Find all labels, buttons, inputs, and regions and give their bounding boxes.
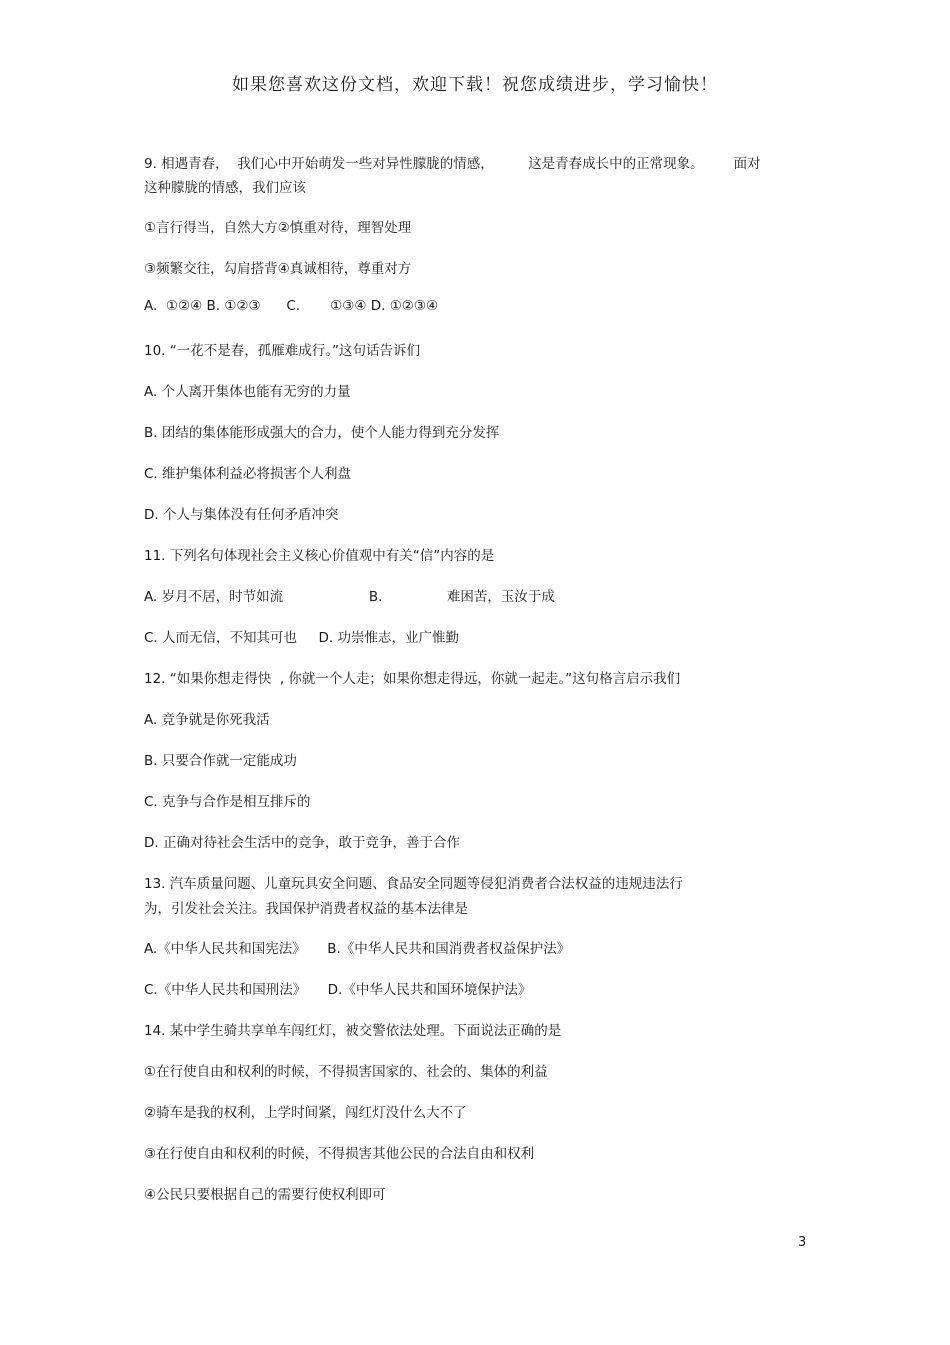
q10-option-d: D. 个人与集体没有任何矛盾冲突 — [144, 507, 339, 523]
page-header: 如果您喜欢这份文档，欢迎下载！祝您成绩进步，学习愉快！ — [232, 75, 718, 95]
q12-option-c: C. 克争与合作是相互排斥的 — [144, 794, 311, 810]
q14-stem: 14. 某中学生骑共享单车闯红灯，被交警依法处理。下面说法正确的是 — [144, 1023, 562, 1039]
q11-options-ab: A. 岁月不居，时节如流 B. 难困苦，玉汝于成 — [144, 589, 555, 605]
q12-option-a: A. 竞争就是你死我活 — [144, 712, 270, 728]
q13-options-cd: C.《中华人民共和国刑法》 D.《中华人民共和国环境保护法》 — [144, 982, 532, 998]
q9-stem-line2: 这种朦胧的情感，我们应该 — [144, 180, 306, 196]
q10-option-c: C. 维护集体利益必将损害个人利盘 — [144, 466, 352, 482]
q14-statement-2: ②骑车是我的权利，上学时间紧，闯红灯没什么大不了 — [144, 1105, 467, 1121]
q11-options-cd: C. 人而无信，不知其可也 D. 功崇惟志，业广惟勤 — [144, 630, 459, 646]
q12-option-b: B. 只要合作就一定能成功 — [144, 753, 297, 769]
q9-options: A. ①②④ B. ①②③ C. ①③④ D. ①②③④ — [144, 298, 439, 314]
q12-stem: 12. “如果你想走得快 , 你就一个人走；如果你想走得远，你就一起走。”这句格言启示我们 — [144, 671, 681, 687]
q14-statement-3: ③在行使自由和权利的时候，不得损害其他公民的合法自由和权利 — [144, 1146, 535, 1162]
q9-statement-3-4: ③频繁交往，勾肩搭背④真诚相待，尊重对方 — [144, 261, 412, 277]
q12-option-d: D. 正确对待社会生活中的竞争，敢于竞争，善于合作 — [144, 835, 460, 851]
q9-statement-1-2: ①言行得当，自然大方②慎重对待，理智处理 — [144, 220, 412, 236]
q9-stem-line1: 9. 相遇青春， 我们心中开始萌发一些对异性朦胧的情感， 这是青春成长中的正常现象。 面对 — [144, 156, 761, 172]
q10-stem: 10. “一花不是春，孤雁难成行。”这句话告诉们 — [144, 343, 420, 359]
q11-stem: 11. 下列名句体现社会主义核心价值观中有关“信”内容的是 — [144, 548, 495, 564]
q13-stem-line2: 为，引发社会关注。我国保护消费者权益的基本法律是 — [144, 901, 468, 917]
q14-statement-4: ④公民只要根据自己的需要行使权利即可 — [144, 1187, 386, 1203]
q14-statement-1: ①在行使自由和权利的时候，不得损害国家的、社会的、集体的利益 — [144, 1064, 548, 1080]
page-number: 3 — [798, 1235, 807, 1250]
q10-option-a: A. 个人离开集体也能有无穷的力量 — [144, 384, 351, 400]
q13-stem-line1: 13. 汽车质量问题、儿童玩具安全问题、食品安全同题等侵犯消费者合法权益的违规违法行 — [144, 876, 683, 892]
q13-options-ab: A.《中华人民共和国宪法》 B.《中华人民共和国消费者权益保护法》 — [144, 941, 571, 957]
q10-option-b: B. 团结的集体能形成强大的合力，使个人能力得到充分发挥 — [144, 425, 500, 441]
